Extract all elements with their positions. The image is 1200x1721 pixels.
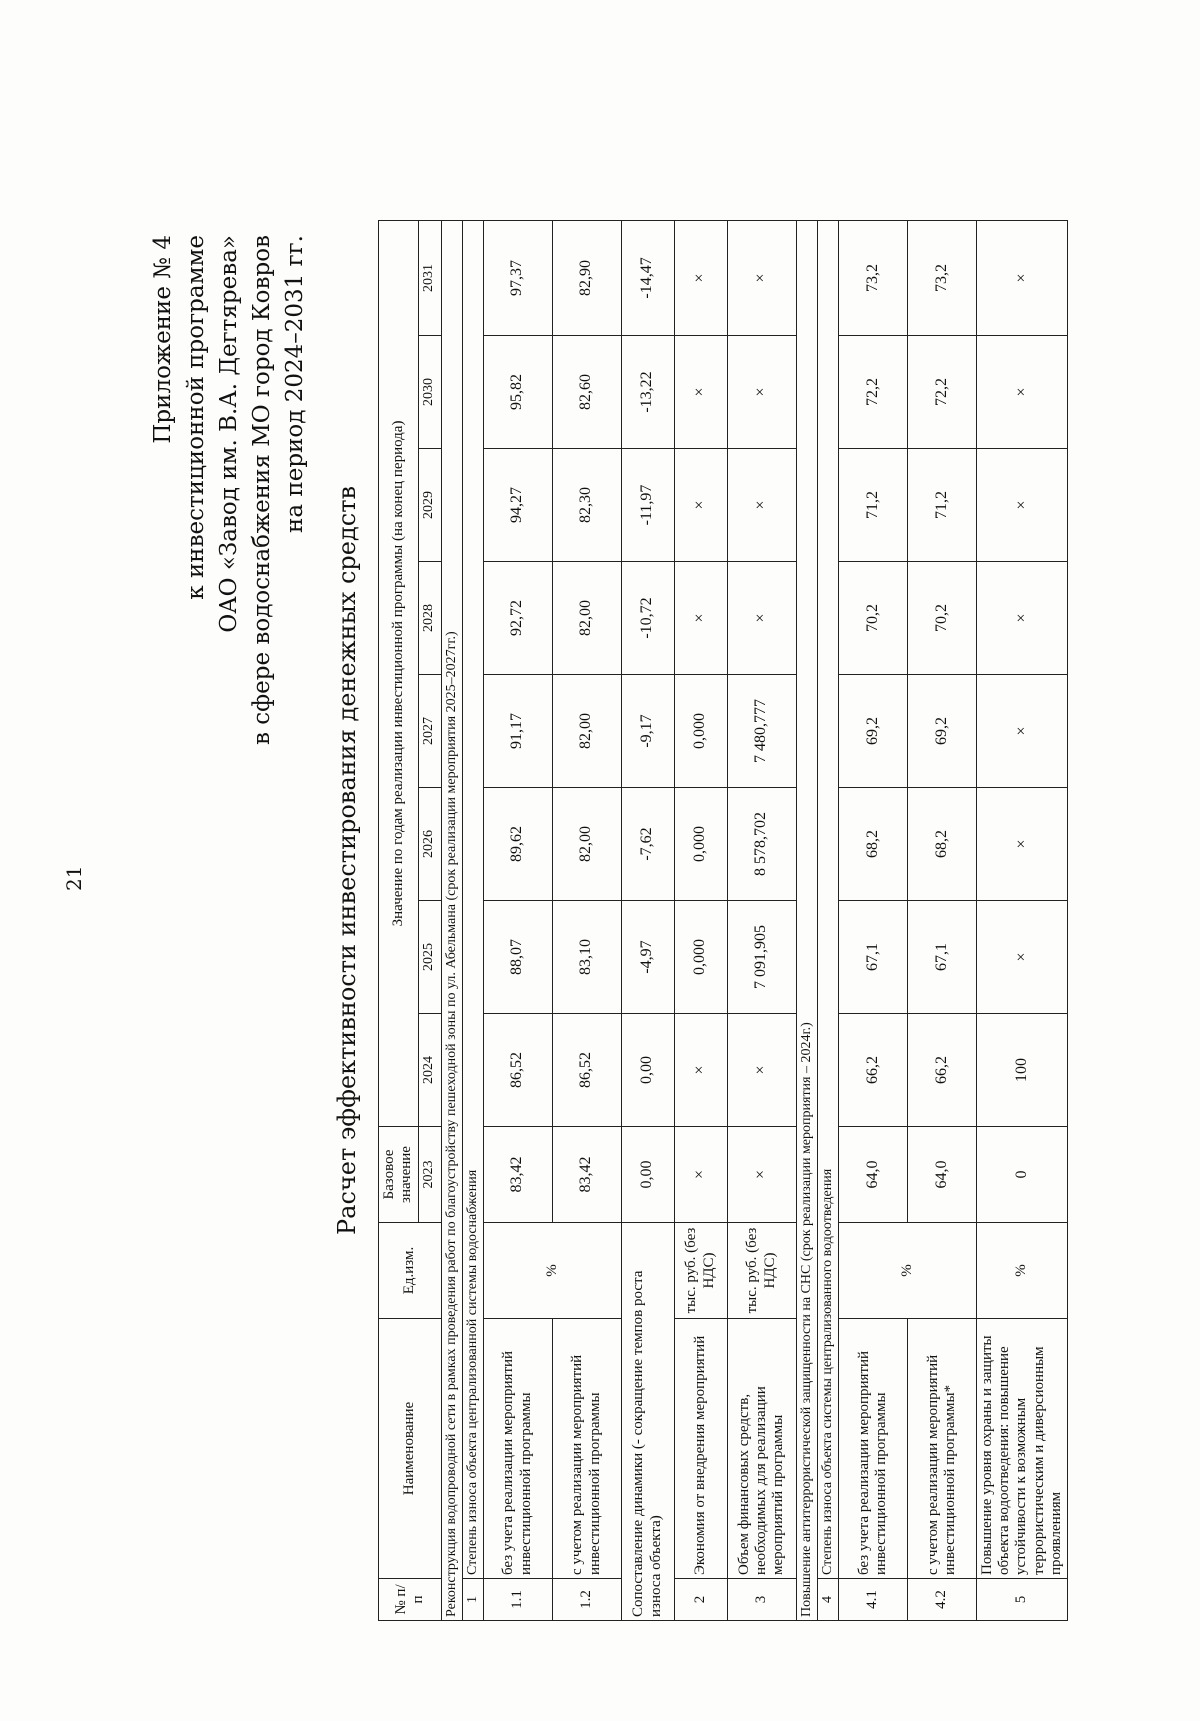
table-row [483, 220, 552, 1620]
cell-value: 0,000 [674, 788, 727, 901]
appendix-line-4: в сфере водоснабжения МО город Ковров [249, 235, 275, 745]
document-title: Расчет эффективности инвестирования денежных средств [333, 486, 361, 1236]
cell-value: 8 578,702 [727, 788, 796, 901]
page-number: 21 [62, 865, 86, 891]
cell-value: 0,000 [674, 901, 727, 1014]
row-unit: тыс. руб. (без НДС) [727, 1223, 796, 1319]
cell-value: -7,62 [621, 788, 674, 901]
cell-value: 0,000 [674, 675, 727, 788]
row-num: 3 [727, 1579, 796, 1621]
cell-value: 0,00 [621, 1127, 674, 1223]
row-unit: % [976, 1223, 1067, 1319]
header-year: 2031 [418, 220, 441, 335]
cell-value: 67,1 [838, 901, 907, 1014]
cell-value: × [976, 336, 1067, 449]
cell-value: 82,30 [552, 449, 621, 562]
row-num: 4.1 [838, 1579, 907, 1621]
table-row [621, 220, 674, 1620]
cell-value: × [727, 449, 796, 562]
cell-value: × [674, 449, 727, 562]
cell-value: 0,00 [621, 1014, 674, 1127]
section-2-title: Повышение антитеррористической защищенности на СНС (срок реализации мероприятия – 2024г.) [796, 220, 817, 1620]
cell-value: 73,2 [907, 220, 976, 335]
header-year: 2025 [418, 901, 441, 1014]
cell-value: 71,2 [907, 449, 976, 562]
cell-value: 68,2 [907, 788, 976, 901]
cell-value: 95,82 [483, 336, 552, 449]
cell-value: × [727, 562, 796, 675]
row-num: 1.1 [483, 1579, 552, 1621]
cell-value: × [976, 449, 1067, 562]
cell-value: 82,00 [552, 788, 621, 901]
cell-value: 64,0 [838, 1127, 907, 1223]
header-num: № п/п [379, 1579, 442, 1621]
cell-value: 68,2 [838, 788, 907, 901]
cell-value: × [727, 220, 796, 335]
cell-value: 92,72 [483, 562, 552, 675]
subsection-1-num: 1 [462, 1579, 483, 1621]
header-year: 2024 [418, 1014, 441, 1127]
row-name: Экономия от внедрения мероприятий [674, 1319, 727, 1579]
cell-value: × [976, 788, 1067, 901]
cell-value: 7 091,905 [727, 901, 796, 1014]
cell-value: × [727, 1014, 796, 1127]
row-name: с учетом реализации мероприятий инвестиционной программы [552, 1319, 621, 1579]
cell-value: × [727, 336, 796, 449]
row-name: с учетом реализации мероприятий инвестиционной программы* [907, 1319, 976, 1579]
cell-value: × [674, 1014, 727, 1127]
cell-value: 71,2 [838, 449, 907, 562]
cell-value: -11,97 [621, 449, 674, 562]
cell-value: 82,90 [552, 220, 621, 335]
cell-value: × [976, 562, 1067, 675]
row-name: без учета реализации мероприятий инвестиционной программы [483, 1319, 552, 1579]
cell-value: × [976, 220, 1067, 335]
section-row [796, 220, 817, 1620]
cell-value: 82,60 [552, 336, 621, 449]
cell-value: 97,37 [483, 220, 552, 335]
table-row [727, 220, 796, 1620]
cell-value: 70,2 [838, 562, 907, 675]
dynamics-name: Сопоставление динамики (- сокращение темпов роста износа объекта) [621, 1223, 674, 1621]
header-year: 2027 [418, 675, 441, 788]
subsection-row [462, 220, 483, 1620]
table-row [907, 220, 976, 1620]
row-num: 1.2 [552, 1579, 621, 1621]
cell-value: -9,17 [621, 675, 674, 788]
appendix-line-1: Приложение № 4 [150, 235, 176, 444]
header-year: 2028 [418, 562, 441, 675]
table-row [976, 220, 1067, 1620]
row-unit: % [838, 1223, 976, 1319]
cell-value: 83,42 [552, 1127, 621, 1223]
cell-value: × [674, 336, 727, 449]
cell-value: × [674, 220, 727, 335]
cell-value: -4,97 [621, 901, 674, 1014]
cell-value: 67,1 [907, 901, 976, 1014]
row-unit: % [483, 1223, 621, 1319]
subsection-4-title: Степень износа объекта системы централизованного водоотведения [817, 220, 838, 1578]
cell-value: 66,2 [838, 1014, 907, 1127]
cell-value: 7 480,777 [727, 675, 796, 788]
cell-value: × [976, 675, 1067, 788]
subsection-4-num: 4 [817, 1579, 838, 1621]
cell-value: × [674, 1127, 727, 1223]
cell-value: 82,00 [552, 675, 621, 788]
cell-value: 91,17 [483, 675, 552, 788]
section-1-title: Реконструкция водопроводной сети в рамках проведения работ по благоустройству пешеходной зоны по ул. Абельмана (срок реализации мероприятия 2025–2027гг.) [441, 220, 462, 1620]
cell-value: 0 [976, 1127, 1067, 1223]
cell-value: 88,07 [483, 901, 552, 1014]
row-num: 5 [976, 1579, 1067, 1621]
appendix-line-2: к инвестиционной программе [183, 235, 209, 600]
row-name: без учета реализации мероприятий инвестиционной программы [838, 1319, 907, 1579]
efficiency-table [378, 220, 1068, 1621]
header-base-year: 2023 [418, 1127, 441, 1223]
cell-value: -13,22 [621, 336, 674, 449]
header-base: Базовое значение [379, 1127, 419, 1223]
row-name: Повышение уровня охраны и защиты объекта водоотведения: повышение устойчивости к возможным террористическим и диверсионным проявлениям [976, 1319, 1067, 1579]
cell-value: -10,72 [621, 562, 674, 675]
subsection-1-title: Степень износа объекта централизованной системы водоснабжения [462, 220, 483, 1578]
cell-value: 73,2 [838, 220, 907, 335]
cell-value: 70,2 [907, 562, 976, 675]
cell-value: 69,2 [838, 675, 907, 788]
row-num: 2 [674, 1579, 727, 1621]
cell-value: 86,52 [552, 1014, 621, 1127]
cell-value: × [976, 901, 1067, 1014]
header-year: 2029 [418, 449, 441, 562]
cell-value: 72,2 [907, 336, 976, 449]
table-row [838, 220, 907, 1620]
header-year: 2026 [418, 788, 441, 901]
header-name: Наименование [379, 1319, 442, 1579]
cell-value: 89,62 [483, 788, 552, 901]
header-year: 2030 [418, 336, 441, 449]
cell-value: 83,42 [483, 1127, 552, 1223]
subsection-row [817, 220, 838, 1620]
cell-value: -14,47 [621, 220, 674, 335]
table-row [552, 220, 621, 1620]
table-row [674, 220, 727, 1620]
cell-value: 83,10 [552, 901, 621, 1014]
cell-value: 94,27 [483, 449, 552, 562]
appendix-line-3: ОАО «Завод им. В.А. Дегтярева» [216, 235, 242, 633]
cell-value: 72,2 [838, 336, 907, 449]
cell-value: 100 [976, 1014, 1067, 1127]
cell-value: 82,00 [552, 562, 621, 675]
row-unit: тыс. руб. (без НДС) [674, 1223, 727, 1319]
row-name: Объем финансовых средств, необходимых для реализации мероприятий программы [727, 1319, 796, 1579]
cell-value: 86,52 [483, 1014, 552, 1127]
row-num: 4.2 [907, 1579, 976, 1621]
header-row [379, 220, 419, 1620]
cell-value: 69,2 [907, 675, 976, 788]
cell-value: × [674, 562, 727, 675]
cell-value: × [727, 1127, 796, 1223]
cell-value: 64,0 [907, 1127, 976, 1223]
header-values: Значение по годам реализации инвестиционной программы (на конец периода) [379, 220, 419, 1126]
cell-value: 66,2 [907, 1014, 976, 1127]
appendix-line-5: на период 2024–2031 гг. [282, 235, 308, 533]
header-unit: Ед.изм. [379, 1223, 442, 1319]
section-row [441, 220, 462, 1620]
